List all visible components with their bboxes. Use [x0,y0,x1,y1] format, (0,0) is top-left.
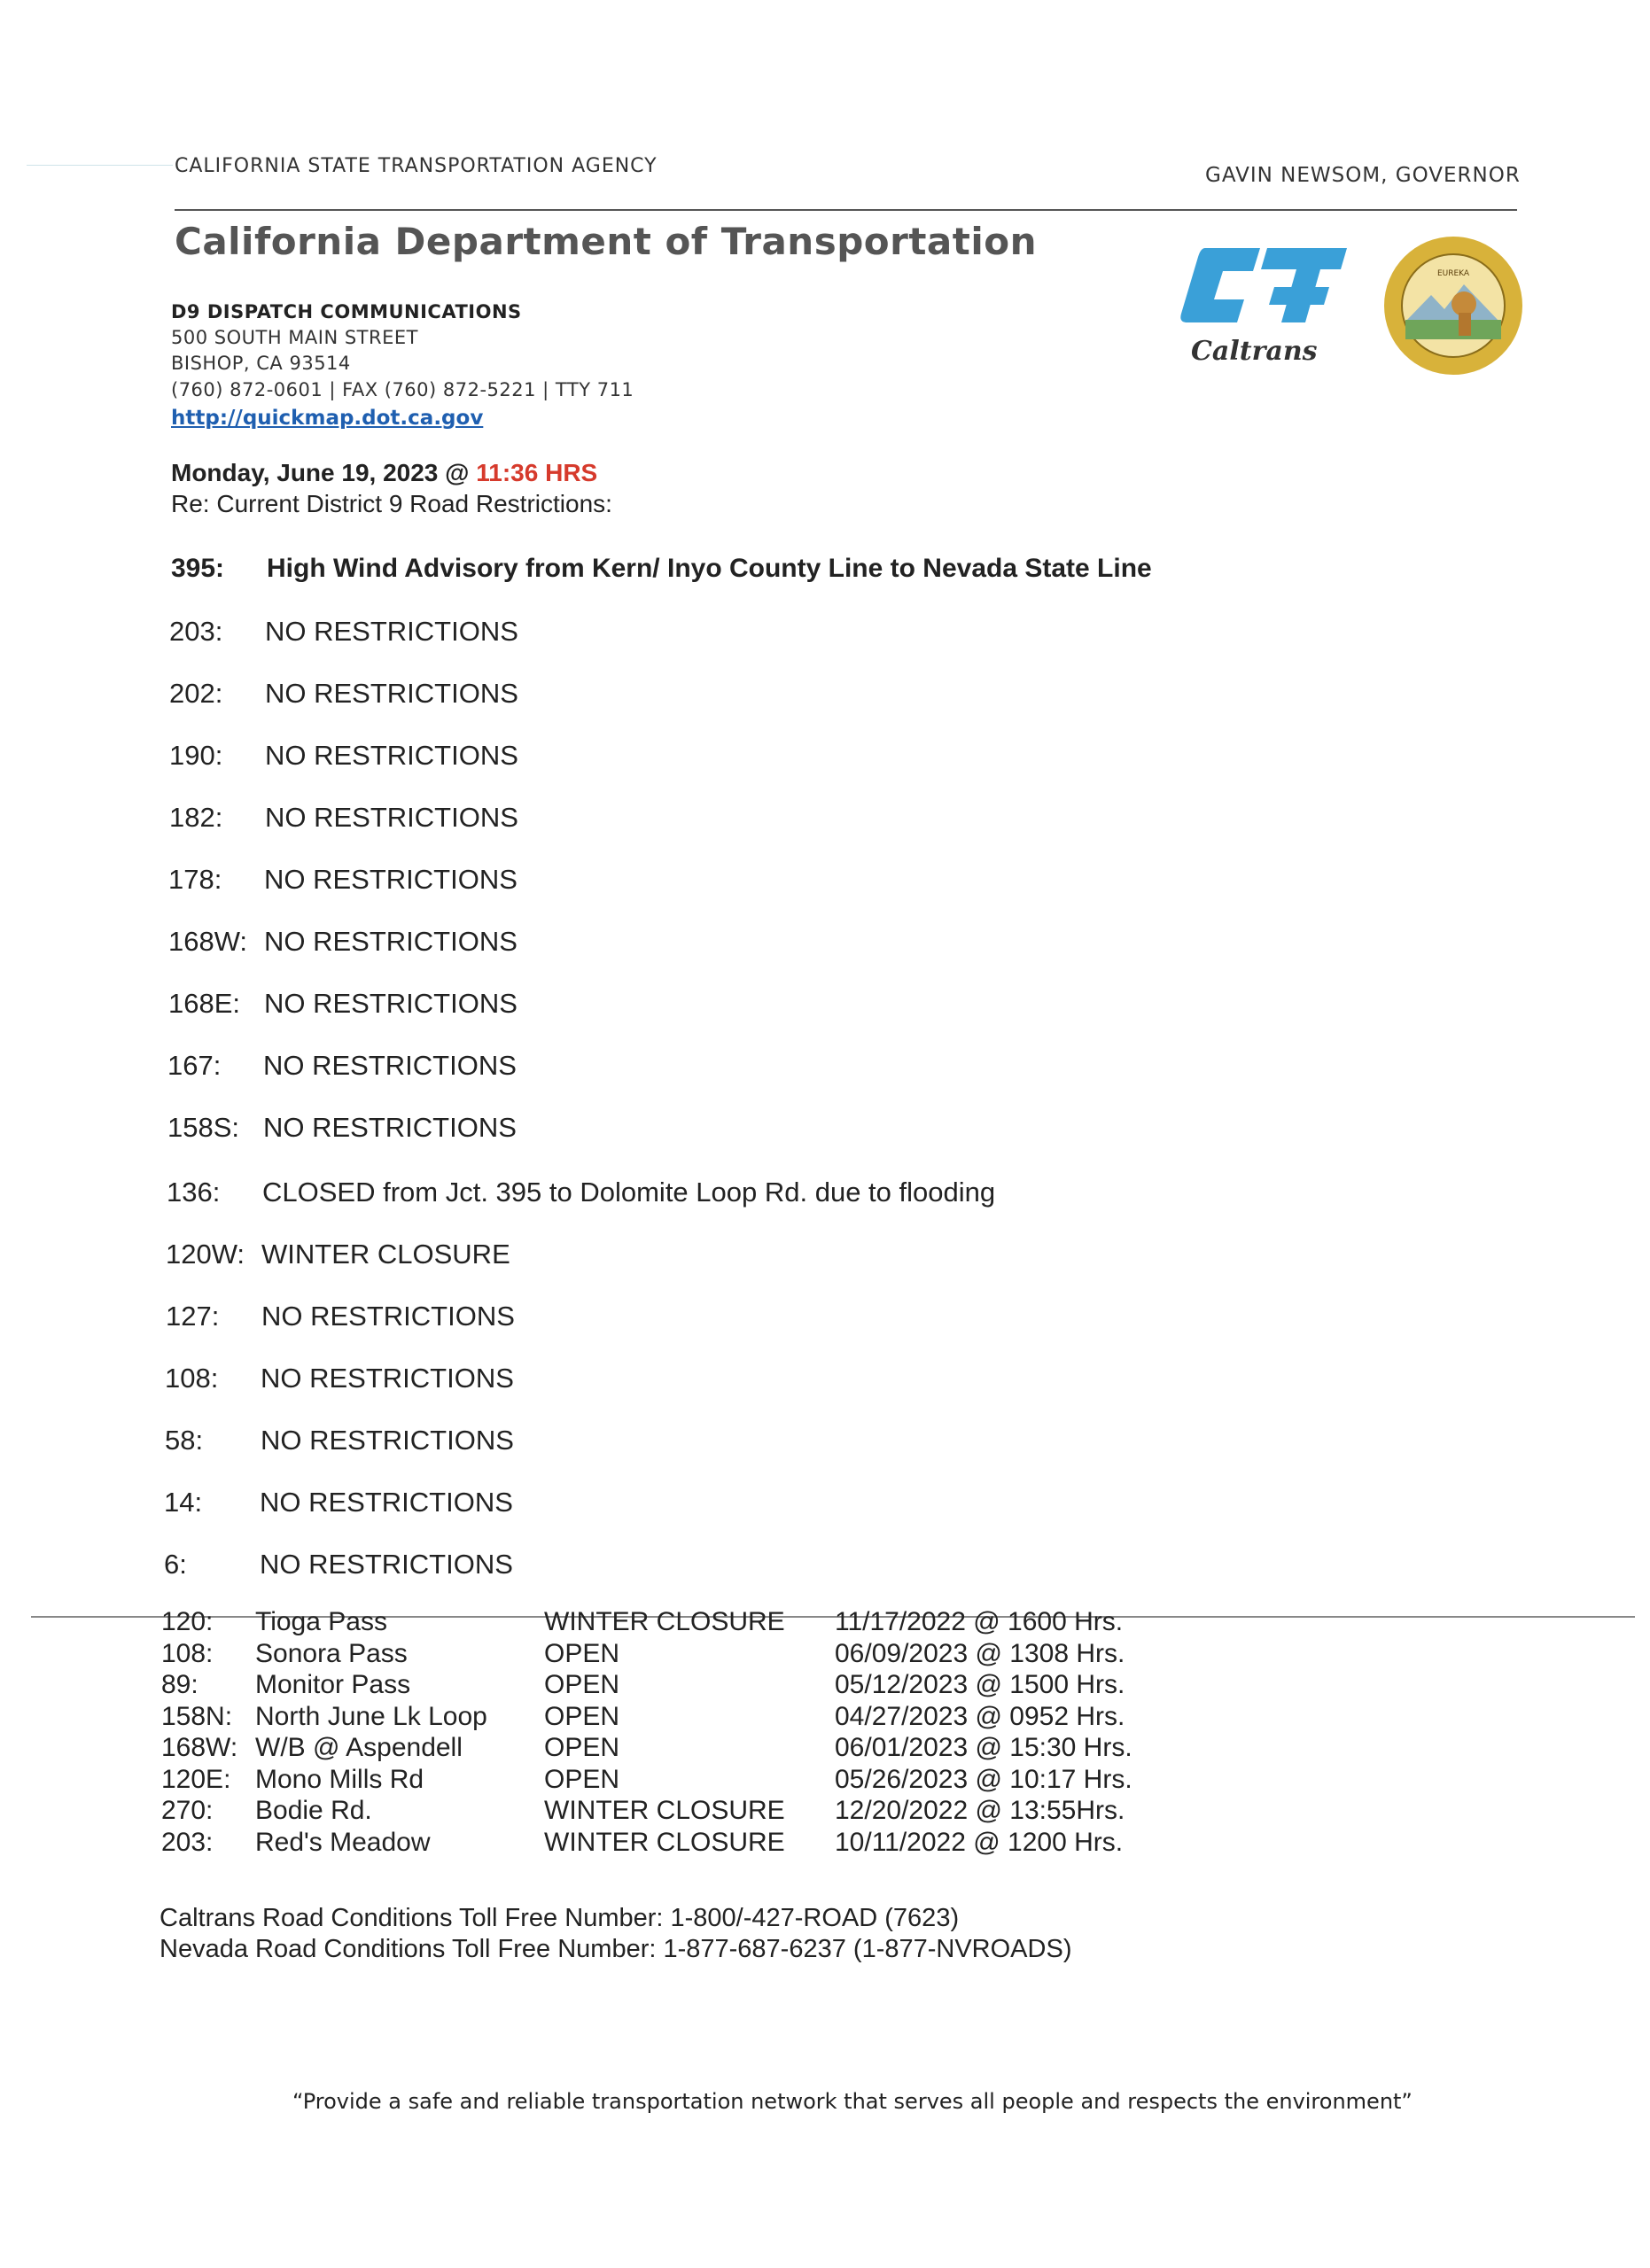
route-code: 136: [167,1177,221,1208]
route-code: 58: [165,1425,204,1456]
pass-since: 05/12/2023 @ 1500 Hrs. [835,1670,1125,1699]
pass-status: OPEN [544,1701,620,1731]
route-status: NO RESTRICTIONS [260,1487,513,1518]
route-code: 202: [169,678,223,709]
report-subject: Re: Current District 9 Road Restrictions: [171,490,612,517]
mission-motto: “Provide a safe and reliable transportation network that serves all people and respects the environment” [292,2089,1413,2114]
route-status: NO RESTRICTIONS [261,1425,514,1456]
pass-name: Sonora Pass [255,1638,408,1668]
route-code: 14: [164,1487,203,1518]
pass-route: 108: [161,1638,214,1668]
route-status: NO RESTRICTIONS [264,864,518,895]
pass-name: Bodie Rd. [255,1796,372,1825]
route-status: NO RESTRICTIONS [264,926,518,957]
route-status: CLOSED from Jct. 395 to Dolomite Loop Rd. due to flooding [262,1177,996,1208]
department-title: California Department of Transportation [175,220,1037,263]
pass-status: WINTER CLOSURE [544,1607,785,1636]
pass-since: 04/27/2023 @ 0952 Hrs. [835,1701,1125,1731]
caltrans-toll-number: Caltrans Road Conditions Toll Free Number: 1-800/-427-ROAD (7623) [160,1904,960,1932]
dispatch-unit: D9 DISPATCH COMMUNICATIONS [171,301,522,322]
route-code: 203: [169,616,223,647]
pass-name: Monitor Pass [255,1670,411,1699]
route-status: NO RESTRICTIONS [261,1363,514,1394]
street-address: 500 SOUTH MAIN STREET [171,327,418,348]
route-status: NO RESTRICTIONS [260,1549,513,1580]
report-time: 11:36 HRS [476,459,598,486]
route-code: 168W: [168,926,248,957]
route-code: 158S: [167,1112,240,1143]
pass-route: 120E: [161,1764,231,1794]
pass-name: Mono Mills Rd [255,1764,424,1794]
route-status: NO RESTRICTIONS [263,1112,517,1143]
pass-since: 12/20/2022 @ 13:55Hrs. [835,1796,1125,1825]
pass-route: 203: [161,1827,214,1857]
header-faint-rule [27,165,173,166]
route-code: 6: [164,1549,187,1580]
pass-since: 11/17/2022 @ 1600 Hrs. [835,1607,1124,1636]
route-code: 168E: [168,988,241,1019]
route-code: 178: [168,864,222,895]
pass-since: 06/09/2023 @ 1308 Hrs. [835,1638,1125,1668]
pass-name: Red's Meadow [255,1827,431,1857]
phone-numbers: (760) 872-0601 | FAX (760) 872-5221 | TTY 711 [171,379,634,400]
route-status: NO RESTRICTIONS [265,678,518,709]
route-code: 190: [169,740,223,771]
nevada-toll-number: Nevada Road Conditions Toll Free Number: 1-877-687-6237 (1-877-NVROADS) [160,1935,1072,1963]
pass-route: 158N: [161,1701,233,1731]
quickmap-link[interactable]: http://quickmap.dot.ca.gov [171,407,484,430]
pass-since: 05/26/2023 @ 10:17 Hrs. [835,1764,1132,1794]
report-date [171,459,597,487]
pass-since: 10/11/2022 @ 1200 Hrs. [835,1827,1124,1857]
route-code: 127: [166,1301,220,1332]
report-date-text: Monday, June 19, 2023 @ [171,459,477,486]
caltrans-logo [1179,246,1356,370]
route-code: 120W: [166,1239,245,1270]
pass-route: 168W: [161,1733,238,1762]
route-code: 182: [169,802,223,833]
agency-name: CALIFORNIA STATE TRANSPORTATION AGENCY [175,155,658,177]
pass-status: OPEN [544,1764,620,1794]
pass-status: OPEN [544,1670,620,1699]
route-status: NO RESTRICTIONS [265,740,518,771]
route-status: NO RESTRICTIONS [261,1301,515,1332]
governor-name: GAVIN NEWSOM, GOVERNOR [1205,164,1521,187]
svg-text:EUREKA: EUREKA [1436,269,1470,278]
pass-route: 89: [161,1670,198,1699]
pass-name: North June Lk Loop [255,1701,487,1731]
pass-since: 06/01/2023 @ 15:30 Hrs. [835,1733,1132,1762]
pass-name: Tioga Pass [255,1607,387,1636]
route-code: 395: [171,554,225,583]
pass-name: W/B @ Aspendell [255,1733,463,1762]
pass-route: 270: [161,1796,214,1825]
pass-status: OPEN [544,1733,620,1762]
route-status: NO RESTRICTIONS [265,802,518,833]
route-status: WINTER CLOSURE [261,1239,510,1270]
pass-status: OPEN [544,1638,620,1668]
route-code: 108: [165,1363,219,1394]
header-divider [175,209,1517,211]
pass-route: 120: [161,1607,214,1636]
pass-status: WINTER CLOSURE [544,1827,785,1857]
city-address: BISHOP, CA 93514 [171,353,351,374]
route-status: NO RESTRICTIONS [264,988,518,1019]
route-status: High Wind Advisory from Kern/ Inyo County Line to Nevada State Line [267,554,1152,583]
route-status: NO RESTRICTIONS [265,616,518,647]
california-seal-icon [1382,235,1524,377]
route-status: NO RESTRICTIONS [263,1050,517,1081]
route-code: 167: [167,1050,222,1081]
caltrans-wordmark: Caltrans [1191,336,1318,367]
pass-status: WINTER CLOSURE [544,1796,785,1825]
